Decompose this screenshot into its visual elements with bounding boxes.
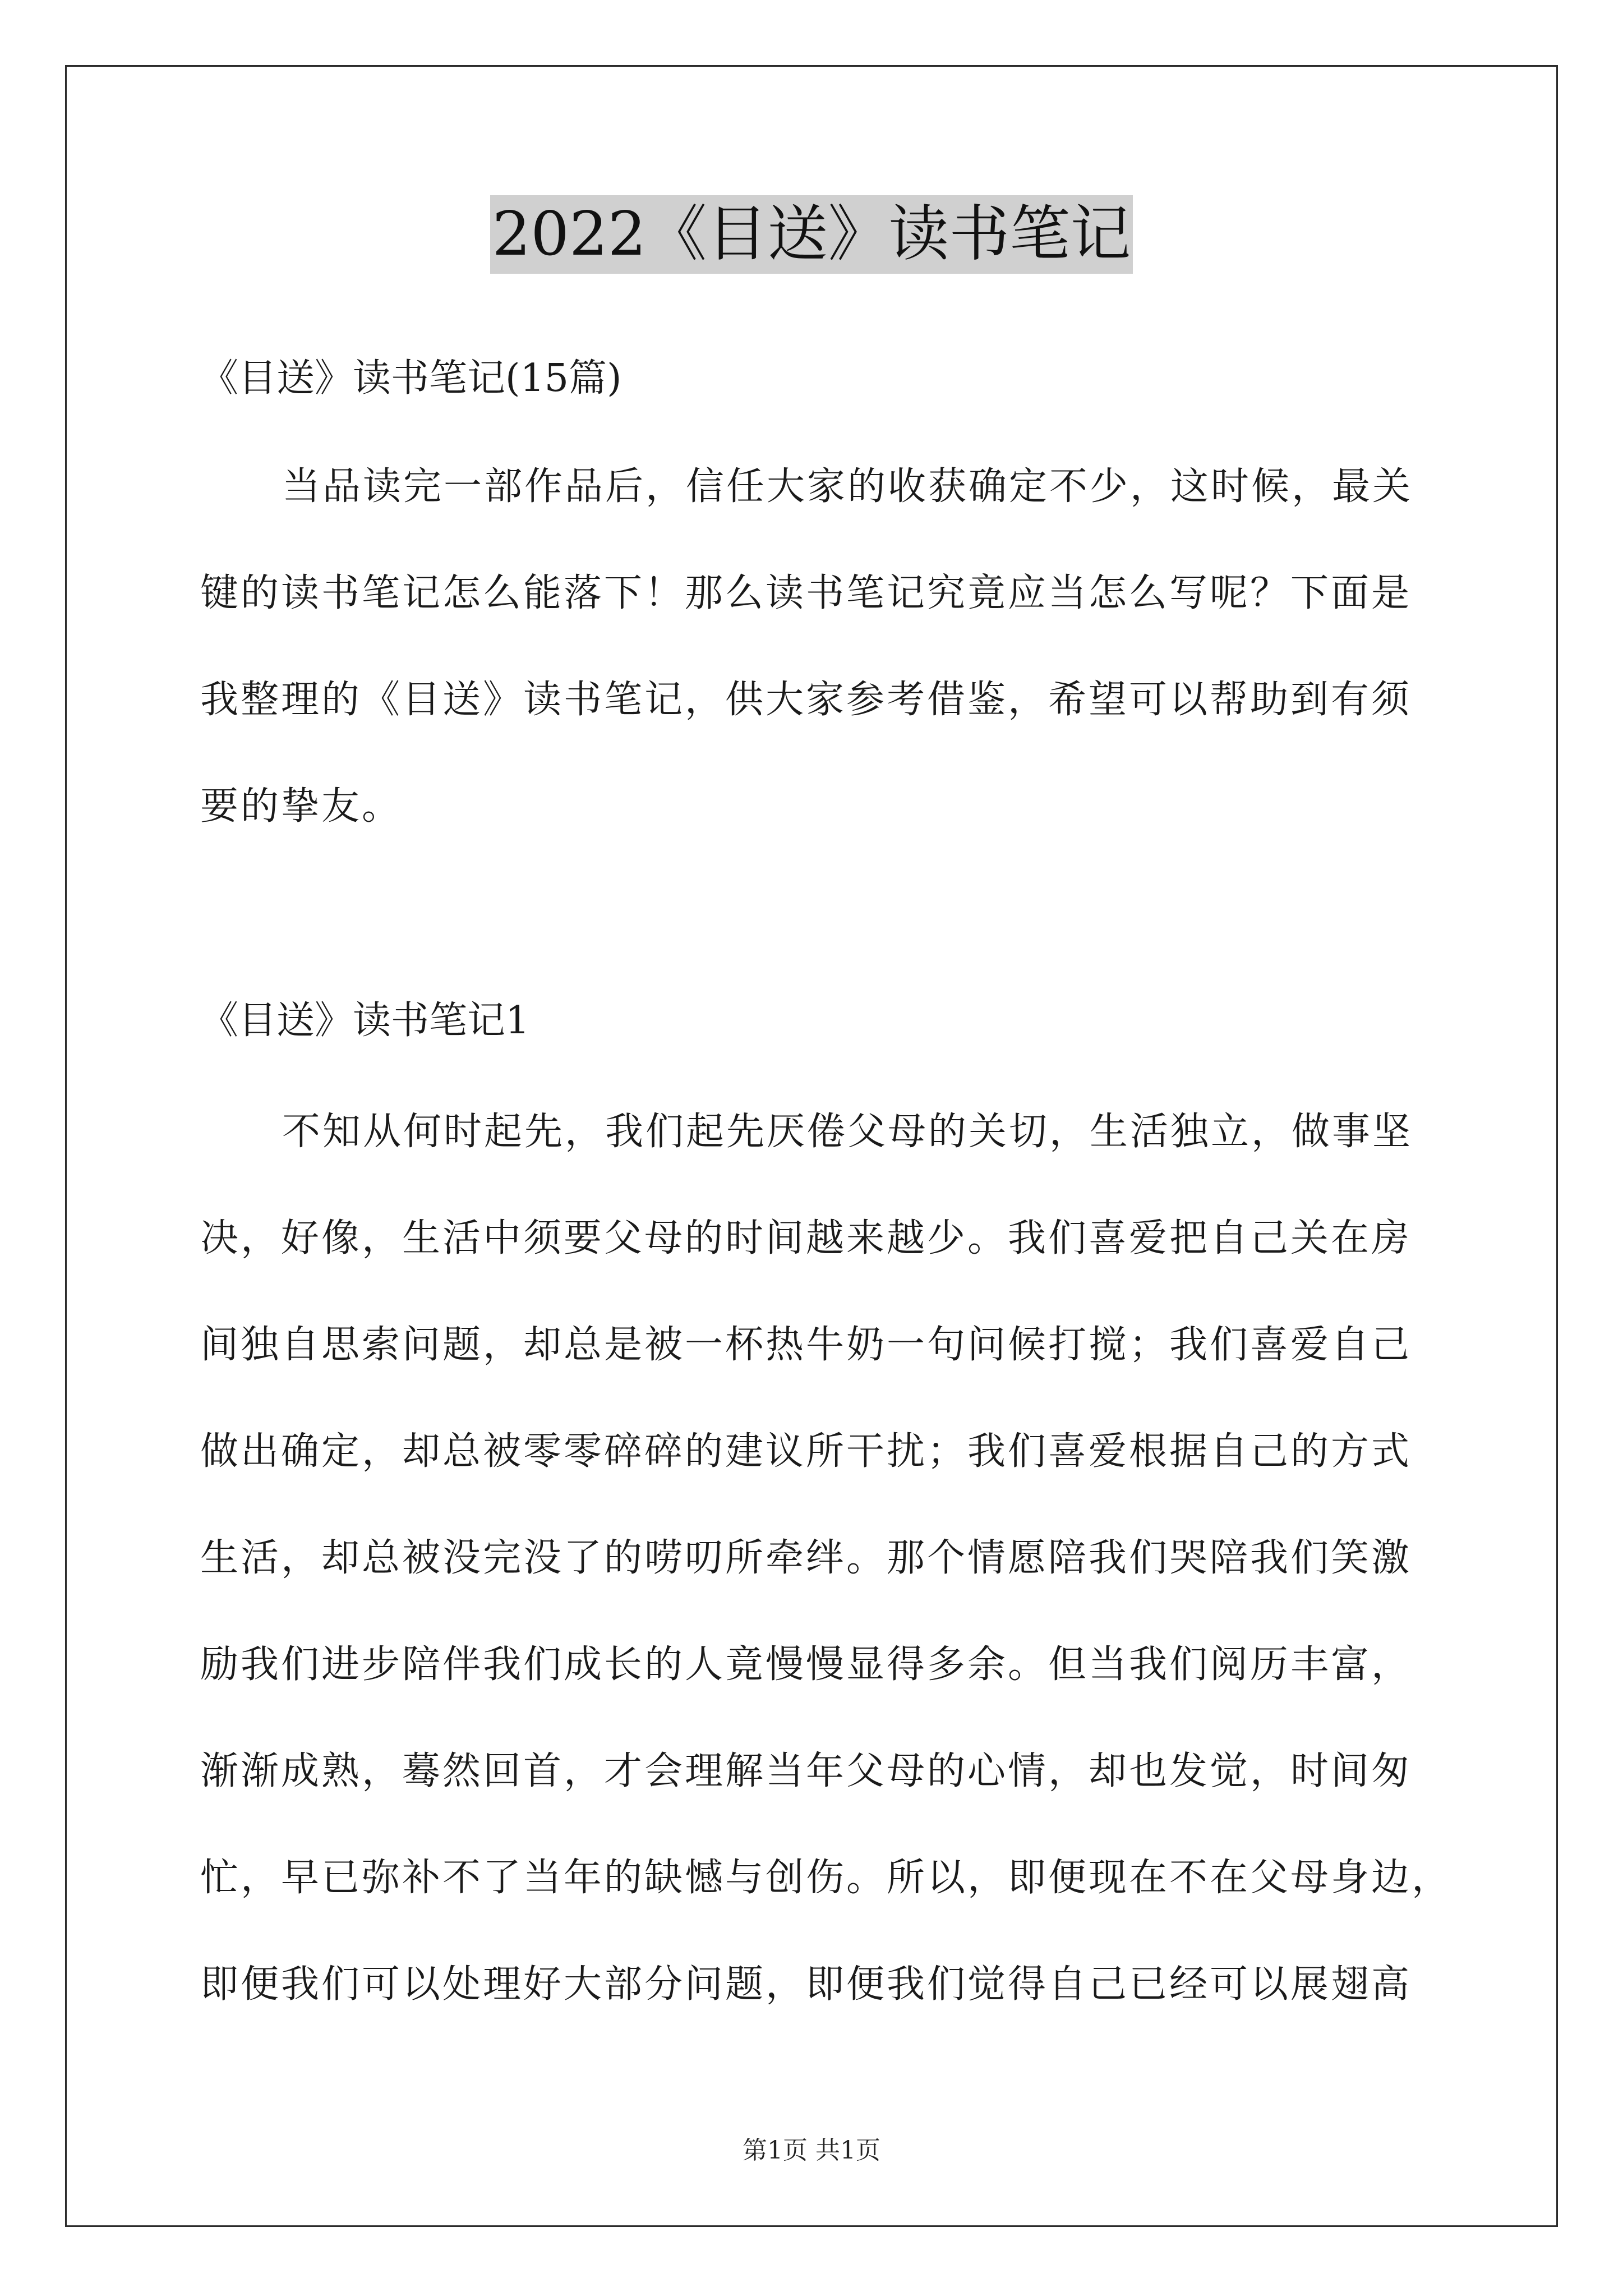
section-paragraph [200,1105,1453,2064]
intro-line: 要的挚友。 [200,784,403,829]
body-line: 决，好像，生活中须要父母的时间越来越少。我们喜爱把自己关在房 [200,1216,1412,1260]
title-container [0,195,1623,274]
intro-paragraph [200,460,1428,886]
body-line: 生活，却总被没完没了的唠叨所牵绊。那个情愿陪我们哭陪我们笑激 [200,1536,1412,1580]
body-line: 忙，早已弥补不了当年的缺憾与创伤。所以，即便现在不在父母身边， [200,1856,1453,1900]
collection-heading: 《目送》读书笔记(15篇) [200,356,622,401]
body-line: 渐渐成熟，蓦然回首，才会理解当年父母的心情，却也发觉，时间匆 [200,1749,1412,1793]
body-line: 即便我们可以处理好大部分问题，即便我们觉得自己已经可以展翅高 [200,1962,1412,2007]
body-line: 做出确定，却总被零零碎碎的建议所干扰；我们喜爱根据自己的方式 [200,1429,1412,1474]
intro-line: 我整理的《目送》读书笔记，供大家参考借鉴，希望可以帮助到有须 [200,678,1412,722]
section-heading: 《目送》读书笔记1 [200,999,530,1043]
intro-line: 键的读书笔记怎么能落下！那么读书笔记究竟应当怎么写呢？下面是 [200,571,1412,615]
page-footer: 第1页 共1页 [743,2136,880,2165]
document-title: 2022《目送》读书笔记 [490,195,1133,274]
body-line: 间独自思索问题，却总是被一杯热牛奶一句问候打搅；我们喜爱自己 [200,1323,1412,1367]
body-line: 励我们进步陪伴我们成长的人竟慢慢显得多余。但当我们阅历丰富， [200,1642,1412,1687]
intro-line: 当品读完一部作品后，信任大家的收获确定不少，这时候，最关 [282,464,1413,509]
body-line: 不知从何时起先，我们起先厌倦父母的关切，生活独立，做事坚 [282,1110,1413,1154]
